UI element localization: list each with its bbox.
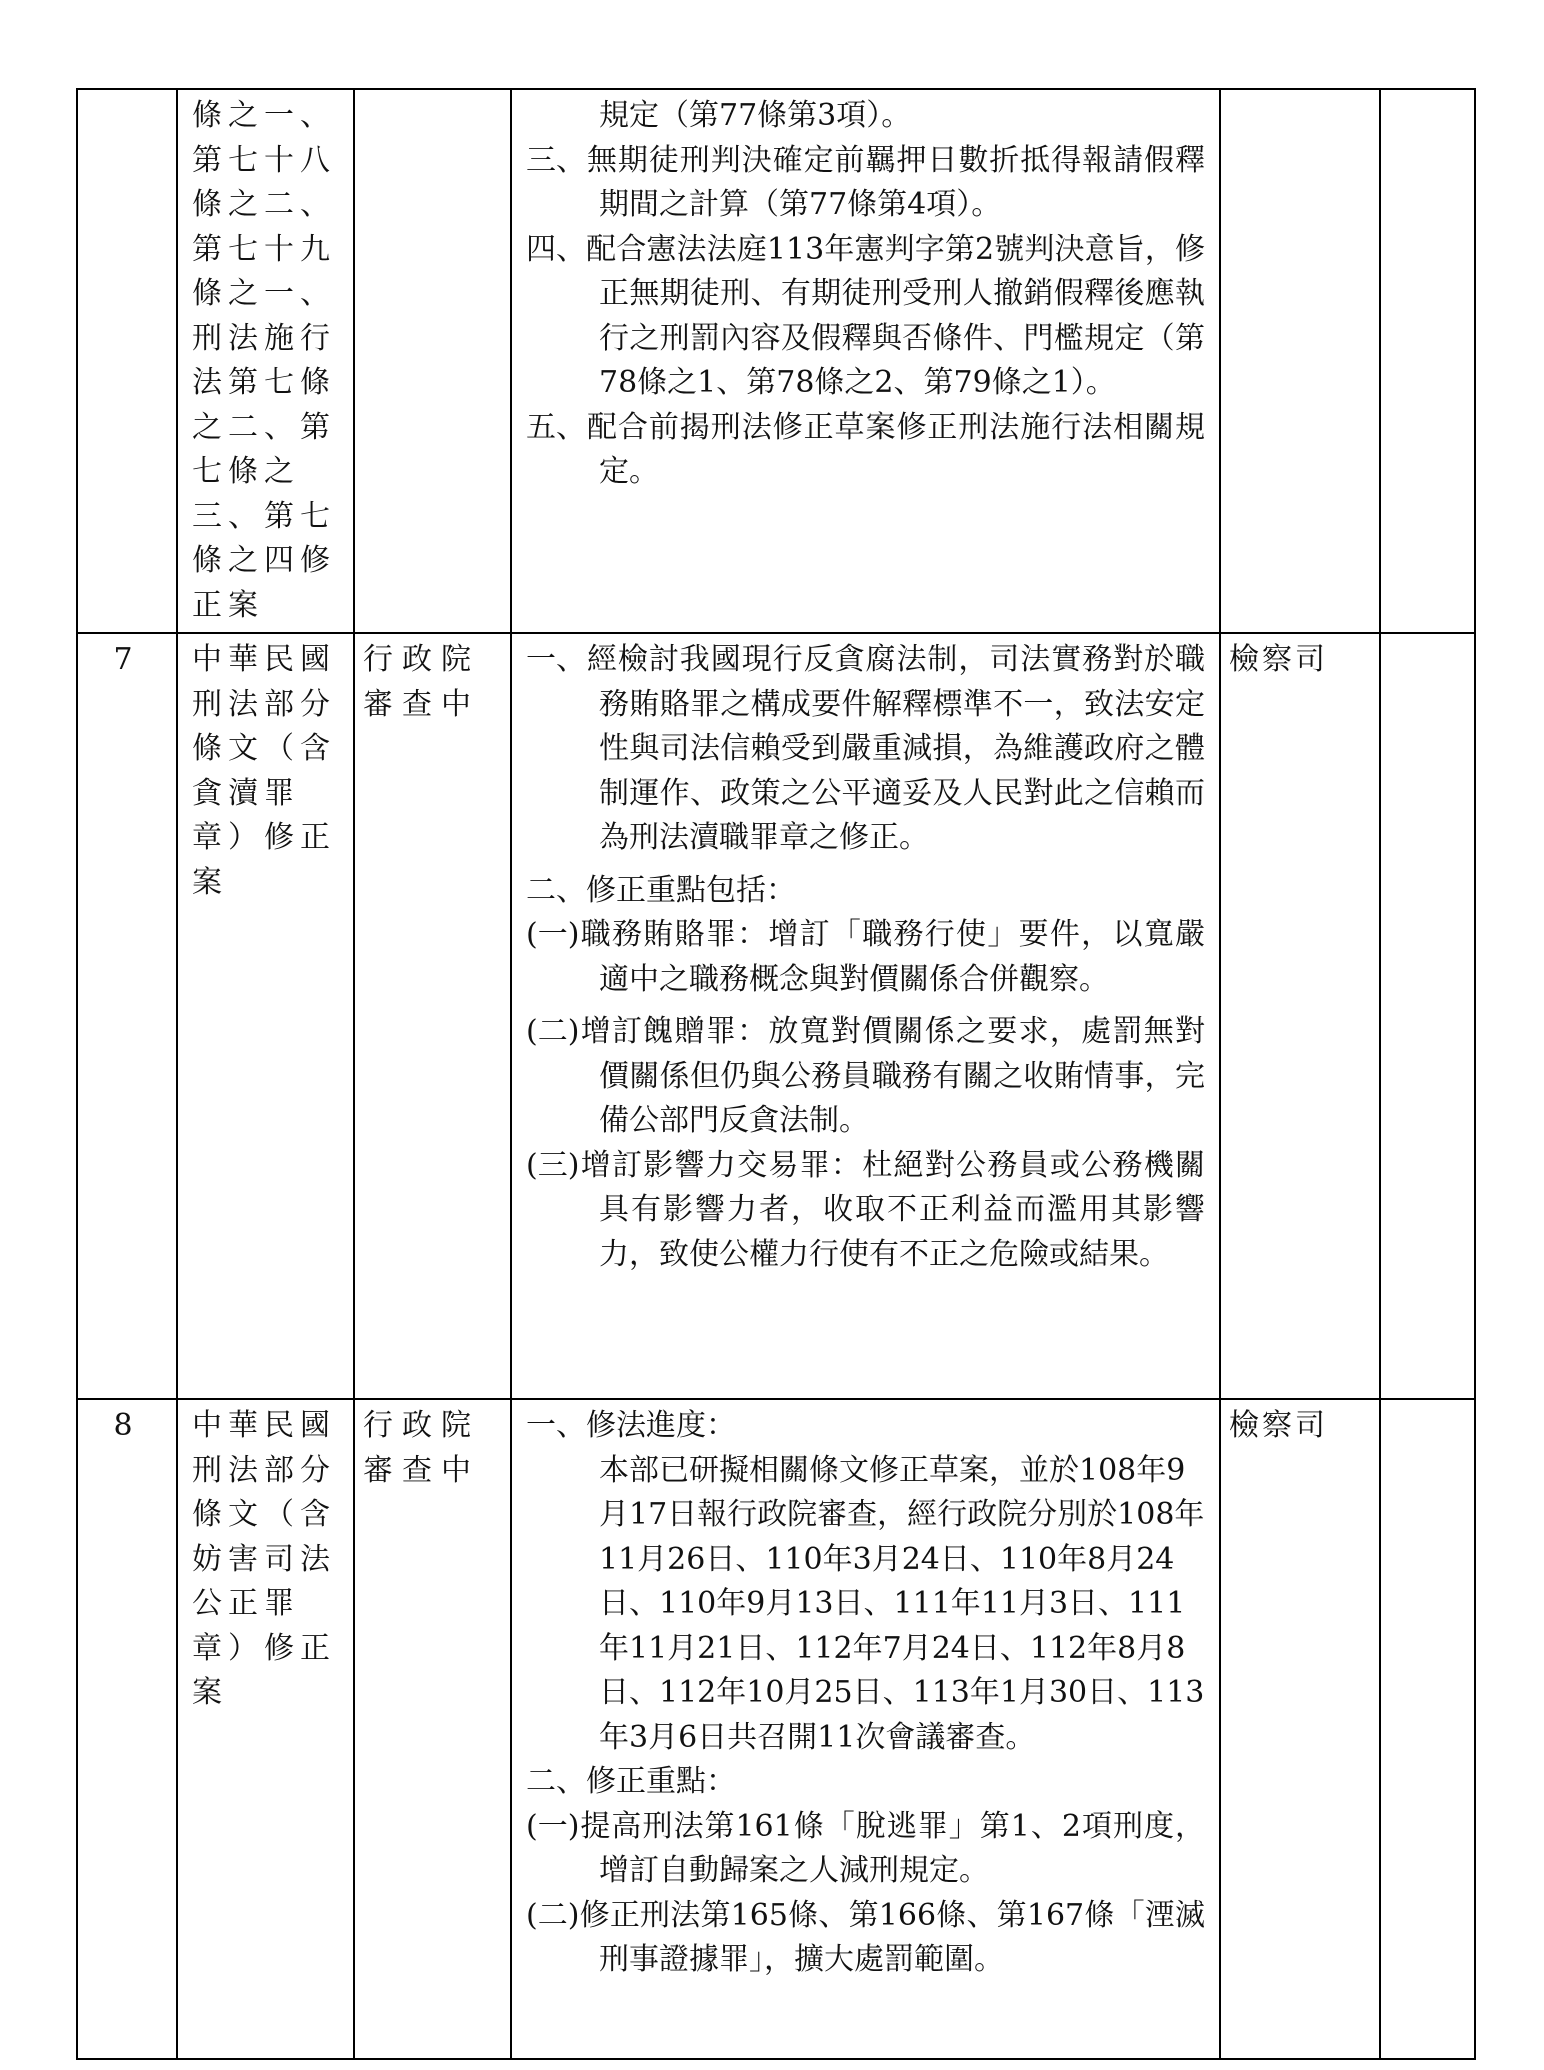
row-note xyxy=(1380,89,1475,633)
row-number: 8 xyxy=(77,1399,177,2059)
table-row xyxy=(77,1399,1475,2059)
description-item: 規定（第77條第3項）。 xyxy=(599,98,912,133)
description-item: 二、修正重點： xyxy=(526,1764,736,1799)
description-item: 四、配合憲法法庭113年憲判字第2號判決意旨，修正無期徒刑、有期徒刑受刑人撤銷假釋後應執行之刑罰內容及假釋與否條件、門檻規定（第78條之1、第78條之2、第79條之1）。 xyxy=(526,231,1205,400)
row-title: 中華民國刑法部分條文（含妨害司法公正罪章）修正案 xyxy=(177,1399,354,2059)
description-item: (一)職務賄賂罪：增訂「職務行使」要件，以寬嚴適中之職務概念與對價關係合併觀察。 xyxy=(526,917,1205,997)
description-item: (一)提高刑法第161條「脫逃罪」第1、2項刑度，增訂自動歸案之人減刑規定。 xyxy=(526,1808,1205,1888)
description-item: 二、修正重點包括： xyxy=(526,872,796,908)
description-item: (二)修正刑法第165條、第166條、第167條「湮滅刑事證據罪」，擴大處罰範圍。 xyxy=(526,1897,1205,1977)
row-unit: 檢察司 xyxy=(1220,633,1380,1399)
row-number: 7 xyxy=(77,633,177,1399)
table-row xyxy=(77,633,1475,1399)
description-item: 五、配合前揭刑法修正草案修正刑法施行法相關規定。 xyxy=(526,409,1205,489)
description-item: 本部已研擬相關條文修正草案，並於108年9月17日報行政院審查，經行政院分別於108年11月26日、110年3月24日、110年8月24日、110年9月13日、111年11月3日、111年11月21日、112年7月24日、112年8月8日、112年10月25日、113年1月30日、113年3月6日共召開11次會議審查。 xyxy=(599,1452,1205,1755)
row-description xyxy=(511,1399,1220,2059)
row-number xyxy=(77,89,177,633)
row-unit xyxy=(1220,89,1380,633)
row-description xyxy=(511,89,1220,633)
row-description xyxy=(511,633,1220,1399)
row-title: 條之一、第七十八條之二、第七十九條之一、刑法施行法第七條之二、第七條之三、第七條之四修正案 xyxy=(177,89,354,633)
row-status xyxy=(354,89,511,633)
row-note xyxy=(1380,633,1475,1399)
table-row xyxy=(77,89,1475,633)
plan-progress-table xyxy=(76,88,1476,2060)
description-item: 一、修法進度： xyxy=(526,1408,736,1443)
description-item: 三、無期徒刑判決確定前羈押日數折抵得報請假釋期間之計算（第77條第4項）。 xyxy=(526,142,1205,222)
row-title: 中華民國刑法部分條文（含貪瀆罪章）修正案 xyxy=(177,633,354,1399)
row-note xyxy=(1380,1399,1475,2059)
description-item: (二)增訂餽贈罪：放寬對價關係之要求，處罰無對價關係但仍與公務員職務有關之收賄情事，完備公部門反貪法制。 xyxy=(526,1014,1205,1138)
row-status: 行政院審查中 xyxy=(354,633,511,1399)
description-item: 一、經檢討我國現行反貪腐法制，司法實務對於職務賄賂罪之構成要件解釋標準不一，致法安定性與司法信賴受到嚴重減損，為維護政府之體制運作、政策之公平適妥及人民對此之信賴而為刑法瀆職罪章之修正。 xyxy=(526,642,1205,855)
row-unit: 檢察司 xyxy=(1220,1399,1380,2059)
row-status: 行政院審查中 xyxy=(354,1399,511,2059)
description-item: (三)增訂影響力交易罪：杜絕對公務員或公務機關具有影響力者，收取不正利益而濫用其影響力，致使公權力行使有不正之危險或結果。 xyxy=(526,1147,1205,1272)
